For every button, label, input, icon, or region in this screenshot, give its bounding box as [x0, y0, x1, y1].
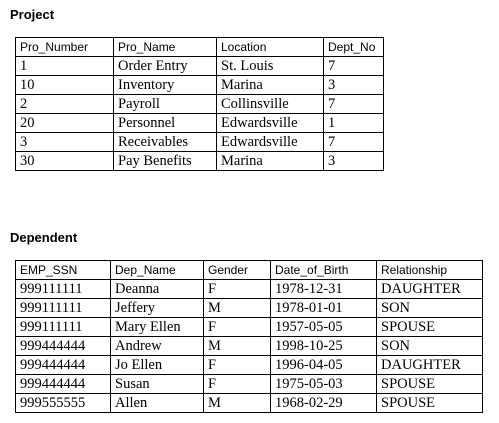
table-cell: 7 — [324, 133, 384, 152]
table-cell: 3 — [324, 152, 384, 171]
dependent-table — [15, 260, 483, 413]
table-cell: M — [204, 299, 271, 318]
table-cell: 1978-01-01 — [271, 299, 377, 318]
column-header: Dep_Name — [111, 261, 204, 280]
table-row — [16, 57, 384, 76]
column-header: EMP_SSN — [16, 261, 111, 280]
table-cell: 1996-04-05 — [271, 356, 377, 375]
table-cell: Personnel — [114, 114, 217, 133]
table-cell: 2 — [16, 95, 114, 114]
table-cell: 999111111 — [16, 318, 111, 337]
table-cell: Jo Ellen — [111, 356, 204, 375]
table-cell: Marina — [217, 76, 324, 95]
table-cell: F — [204, 375, 271, 394]
table-cell: 7 — [324, 57, 384, 76]
table-row — [16, 337, 483, 356]
table-cell: 1 — [16, 57, 114, 76]
table-cell: Deanna — [111, 280, 204, 299]
table-cell: Allen — [111, 394, 204, 413]
table-cell: 999444444 — [16, 337, 111, 356]
table-cell: Inventory — [114, 76, 217, 95]
table-cell: 1957-05-05 — [271, 318, 377, 337]
table-cell: Payroll — [114, 95, 217, 114]
table-cell: 7 — [324, 95, 384, 114]
table-cell: 3 — [16, 133, 114, 152]
table-row — [16, 133, 384, 152]
column-header: Pro_Number — [16, 38, 114, 57]
table-cell: M — [204, 394, 271, 413]
table-header-row — [16, 38, 384, 57]
table-cell: Edwardsville — [217, 133, 324, 152]
table-cell: 1968-02-29 — [271, 394, 377, 413]
table-cell: 999111111 — [16, 299, 111, 318]
table-cell: St. Louis — [217, 57, 324, 76]
table-cell: 10 — [16, 76, 114, 95]
table-cell: Jeffery — [111, 299, 204, 318]
table-row — [16, 76, 384, 95]
table-row — [16, 95, 384, 114]
project-table — [15, 37, 384, 171]
table-cell: SON — [377, 299, 483, 318]
table-cell: Receivables — [114, 133, 217, 152]
table-cell: SON — [377, 337, 483, 356]
table-cell: 20 — [16, 114, 114, 133]
table-row — [16, 152, 384, 171]
table-row — [16, 356, 483, 375]
table-cell: 1998-10-25 — [271, 337, 377, 356]
table-cell: M — [204, 337, 271, 356]
table-cell: SPOUSE — [377, 375, 483, 394]
table-row — [16, 114, 384, 133]
table-cell: 999555555 — [16, 394, 111, 413]
table-cell: SPOUSE — [377, 394, 483, 413]
table-cell: Edwardsville — [217, 114, 324, 133]
table-cell: 3 — [324, 76, 384, 95]
dependent-table-title: Dependent — [10, 230, 78, 245]
table-cell: Mary Ellen — [111, 318, 204, 337]
table-cell: 30 — [16, 152, 114, 171]
column-header: Gender — [204, 261, 271, 280]
table-row — [16, 318, 483, 337]
table-header-row — [16, 261, 483, 280]
table-row — [16, 394, 483, 413]
column-header: Location — [217, 38, 324, 57]
table-cell: SPOUSE — [377, 318, 483, 337]
table-cell: Susan — [111, 375, 204, 394]
table-cell: Collinsville — [217, 95, 324, 114]
table-cell: DAUGHTER — [377, 356, 483, 375]
table-cell: 999111111 — [16, 280, 111, 299]
column-header: Date_of_Birth — [271, 261, 377, 280]
table-row — [16, 375, 483, 394]
table-row — [16, 299, 483, 318]
table-row — [16, 280, 483, 299]
table-cell: 1 — [324, 114, 384, 133]
table-cell: DAUGHTER — [377, 280, 483, 299]
table-cell: Order Entry — [114, 57, 217, 76]
table-cell: 999444444 — [16, 375, 111, 394]
table-cell: Andrew — [111, 337, 204, 356]
project-table-title: Project — [10, 7, 55, 22]
table-cell: 999444444 — [16, 356, 111, 375]
table-cell: 1975-05-03 — [271, 375, 377, 394]
table-cell: F — [204, 280, 271, 299]
column-header: Dept_No — [324, 38, 384, 57]
column-header: Pro_Name — [114, 38, 217, 57]
table-cell: F — [204, 356, 271, 375]
table-cell: 1978-12-31 — [271, 280, 377, 299]
table-cell: F — [204, 318, 271, 337]
column-header: Relationship — [377, 261, 483, 280]
table-cell: Marina — [217, 152, 324, 171]
table-cell: Pay Benefits — [114, 152, 217, 171]
